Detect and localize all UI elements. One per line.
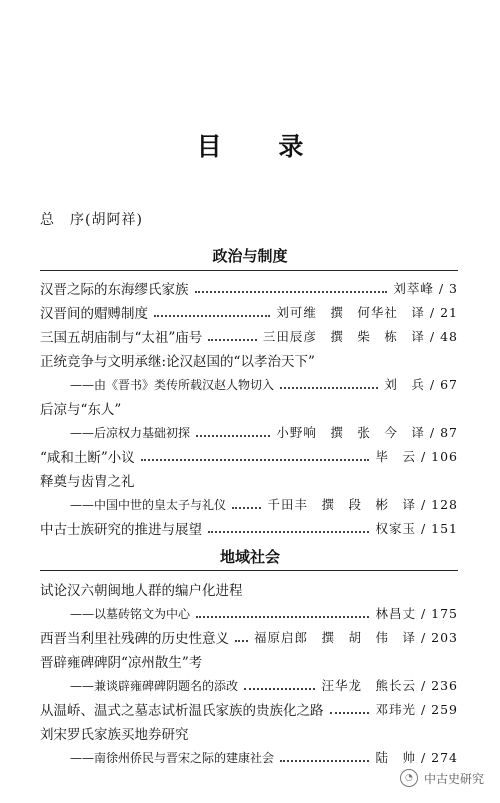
- entry-title: 正统竞争与文明承继:论汉赵国的“以孝治天下”: [40, 354, 315, 370]
- toc-entry: [40, 578, 458, 600]
- toc-entry: [40, 650, 458, 672]
- toc-entry: [40, 517, 458, 539]
- wechat-icon: ◔: [400, 769, 418, 787]
- toc-entry: [40, 626, 458, 648]
- dot-leader: [154, 314, 270, 317]
- toc-subentry: [40, 674, 458, 696]
- dot-leader: [235, 639, 248, 642]
- dot-leader: [141, 458, 370, 461]
- section-divider: [40, 270, 458, 271]
- page-title: 目 录: [196, 132, 328, 161]
- dot-leader: [208, 338, 257, 341]
- dot-leader: [195, 290, 388, 293]
- entry-title: “咸和土断”小议: [40, 450, 135, 466]
- entry-author-page: 邓玮光 / 259: [375, 702, 458, 717]
- toc-entry: [40, 722, 458, 744]
- toc-entry: [40, 277, 458, 299]
- entry-title: 刘宋罗氏家族买地券研究: [40, 727, 189, 743]
- toc-entry: [40, 397, 458, 419]
- entry-subtitle: ——以墓砖铭文为中心: [70, 606, 191, 621]
- entry-author-page: 千田丰 撰 段 彬 译 / 128: [267, 497, 458, 512]
- entry-title: 晋辟雍碑碑阴“凉州散生”考: [40, 655, 203, 671]
- entry-author-page: 小野响 撰 张 今 译 / 87: [276, 425, 458, 440]
- entry-title: 汉晋之际的东海缪氏家族: [40, 282, 189, 298]
- section-heading-regional-society: 地域社会: [219, 548, 280, 566]
- entry-subtitle: ——兼谈辟雍碑碑阴题名的添改: [70, 678, 239, 693]
- watermark: [400, 769, 484, 787]
- dot-leader: [330, 711, 370, 714]
- dot-leader: [196, 434, 270, 437]
- watermark-text: 中古史研究: [423, 771, 484, 786]
- entry-author-page: 陆 帅 / 274: [375, 750, 458, 765]
- entry-author-page: 刘可维 撰 何华社 译 / 21: [276, 305, 458, 320]
- toc-subentry: [40, 373, 458, 395]
- preface-entry: 总 序(胡阿祥): [40, 212, 143, 228]
- entry-title: 从温峤、温式之墓志试析温氏家族的贵族化之路: [40, 703, 324, 719]
- toc-entry: [40, 325, 458, 347]
- toc-subentry: [40, 421, 458, 443]
- toc-entry: [40, 698, 458, 720]
- entry-title: 西晋当利里社残碑的历史性意义: [40, 631, 229, 647]
- toc-subentry: [40, 493, 458, 515]
- entry-author-page: 权家玉 / 151: [375, 521, 458, 536]
- entry-subtitle: ——后凉权力基础初探: [70, 425, 191, 440]
- entry-author-page: 刘 兵 / 67: [384, 377, 458, 392]
- entry-title: 三国五胡庙制与“太祖”庙号: [40, 330, 203, 346]
- toc-entry: [40, 349, 458, 371]
- entry-author-page: 三田辰彦 撰 柴 栋 译 / 48: [262, 329, 458, 344]
- dot-leader: [280, 386, 378, 389]
- toc-subentry: [40, 602, 458, 624]
- entry-author-page: 林昌丈 / 175: [375, 606, 458, 621]
- entry-title: 后凉与“东人”: [40, 402, 122, 418]
- entry-title: 汉晋间的赗赙制度: [40, 306, 148, 322]
- toc-subentry: [40, 746, 458, 768]
- entry-author-page: 汪华龙 熊长云 / 236: [321, 678, 458, 693]
- toc-entry: [40, 301, 458, 323]
- entry-author-page: 毕 云 / 106: [375, 449, 458, 464]
- entry-subtitle: ——由《晋书》类传所载汉赵人物切入: [70, 377, 275, 392]
- dot-leader: [232, 506, 261, 509]
- entry-subtitle: ——南徐州侨民与晋宋之际的建康社会: [70, 750, 275, 765]
- dot-leader: [196, 615, 369, 618]
- dot-leader: [280, 759, 369, 762]
- dot-leader: [244, 687, 315, 690]
- entry-title: 试论汉六朝闽地人群的编户化进程: [40, 583, 243, 599]
- entry-subtitle: ——中国中世的皇太子与礼仪: [70, 497, 227, 512]
- section-divider: [40, 570, 458, 571]
- section-heading-politics: 政治与制度: [212, 247, 288, 265]
- dot-leader: [208, 530, 369, 533]
- toc-entry: [40, 445, 458, 467]
- entry-author-page: 刘萃峰 / 3: [393, 281, 458, 296]
- entry-author-page: 福原启郎 撰 胡 伟 译 / 203: [253, 630, 458, 645]
- entry-title: 释奠与齿胄之礼: [40, 474, 135, 490]
- toc-entry: [40, 469, 458, 491]
- entry-title: 中古士族研究的推进与展望: [40, 522, 202, 538]
